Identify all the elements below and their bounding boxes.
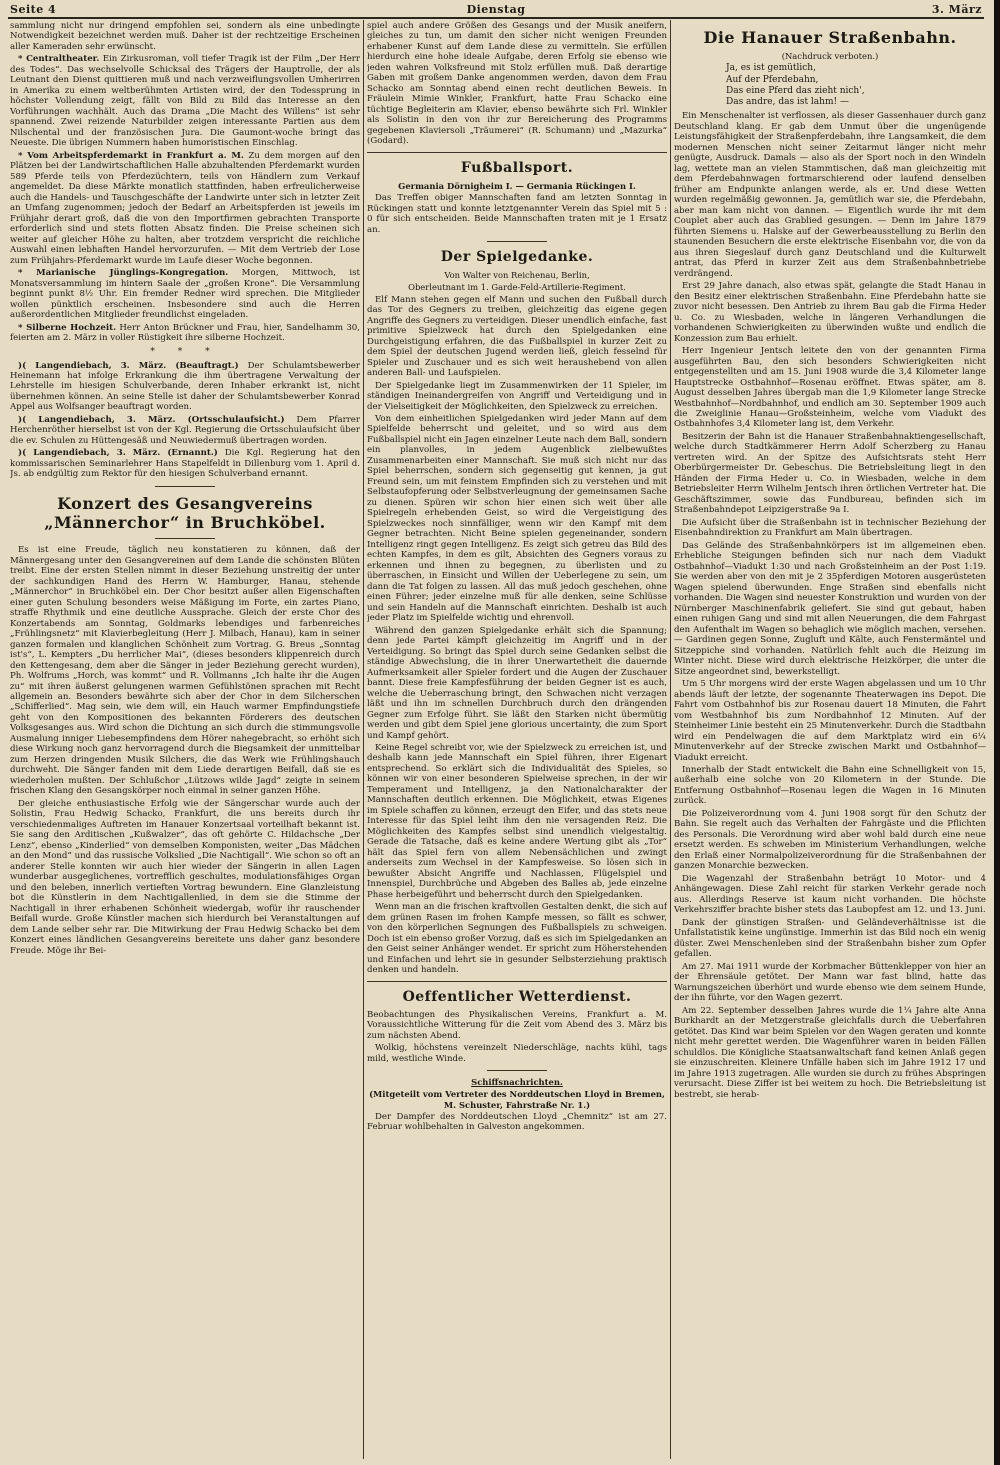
paragraph: Ein Menschenalter ist verflossen, als dieser Gassenhauer durch ganz Deutschland klang. Er gab dem Unmut über die ungenügende Leistungsfähigkeit der Straßenpferdebahn, ihre Langsamkeit, die dem modernen Menschen nicht seiner Zeitarmut länger nicht mehr genügte, Ausdruck. Damals — also als der Sport noch in den Windeln lag, wettete man an vielen Stammtischen, daß man gleichzeitig mit dem Pferdebahnwagen fortmarschierend oder laufend denselben früher am Endpunkte anlangen werde, als er. Und diese Wetten wurden regelmäßig gewonnen. Ja, gemütlich war sie, die Pferdebahn, aber man kam nicht von dannen. — Eigentlich wurde ihr mit dem Couplet aber auch das Grablied gesungen. — Denn im Jahre 1879 führten Siemens u. Halske auf der Gewerbeausstellung zu Berlin den staunenden Besuchern die erste elektrische Eisenbahn vor, die von da aus ihren Siegeslauf durch ganz Deutschland und die Kulturwelt antrat, das Pferd in kurzer Zeit aus dem Straßenbahnbetriebe verdrängend. [674,111,986,279]
section-headline-fussball: Fußballsport. [460,159,574,176]
divider [367,981,667,982]
paragraph: Um 5 Uhr morgens wird der erste Wagen abgelassen und um 10 Uhr abends läuft der letzte, der sogenannte Theaterwagen ins Depot. Die Fahrt vom Ostbahnhof bis zur Rosenau dauert 18 Minuten, die Fahrt vom Westbahnhof bis zum Nordbahnhof 12 Minuten. Auf der Steinheimer Linie besteht ein 25 Minutenverkehr. Durch die Stadtbahn wird ein Pendelwagen die auf dem Marktplatz wird ein 6¼ Minutenverkehr auf der Strecke zwischen Markt und Ostbahnhof—Viadukt erreicht. [674,679,986,763]
item-text: Ein Zirkusroman, voll tiefer Tragik ist der Film „Der Herr des Todes“. Das wechselvolle Schicksal des Trägers der Hauptrolle, der als Leutnant den Dienst quittieren muß und nach verzweiflungsvollen Umherirren in Amerika zu einem weltberühmten Artisten wird, der den Todessprung in höchster Vollendung zeigt, fällt von Bild zu Bild das Interesse an den Vorführungen wachhält. Auch das Drama „Die Macht des Willens“ ist sehr spannend. Zwei reizende Naturbilder zeigen interessante Partien aus dem Nilschental und der französischen Jura. Die Gaumont-woche bringt das Neueste. Die übrigen Nummern haben humoristischen Einschlag. [10,54,360,149]
scan-edge [994,0,1000,1465]
paragraph: Innerhalb der Stadt entwickelt die Bahn eine Schnelligkeit von 15, außerhalb eine solche von 20 Kilometern in der Stunde. Die Entfernung Ostbahnhof—Rosenau legen die Wagen in 16 Minuten zurück. [674,764,986,807]
column-divider [363,20,364,1459]
item-lead: )( Langendiebach, 3. März. (Ernannt.) [18,448,218,459]
page-number: Seite 4 [10,3,57,16]
news-item-pferdemarkt [10,151,360,266]
paragraph: Beobachtungen des Physikalischen Vereins, Frankfurt a. M. Voraussichtliche Witterung für die Zeit vom Abend des 3. März bis zum nächsten Abend. [367,1009,667,1041]
paragraph: Die Aufsicht über die Straßenbahn ist in technischer Beziehung der Eisenbahndirektion zu Frankfurt am Main übertragen. [674,517,986,539]
divider [155,538,215,539]
running-head [10,3,982,17]
paragraph: Am 27. Mai 1911 wurde der Korbmacher Büttenklepper von hier an der Ehrensäule getötet. Der Mann war fast blind, hatte das Warnungszeichen überhört und wurde ebenso wie dem seinem Hunde, der ihn führte, vor den Wagen gezerrt. [674,961,986,1004]
byline: Von Walter von Reichenau, Berlin, [444,270,590,281]
news-item-silberhochzeit [10,323,360,344]
paragraph: Besitzerin der Bahn ist die Hanauer Straßenbahnaktiengesellschaft, welche durch Stadtkämmerer Herrn Adolf Scherzberg zu Hanau vertreten wird. An der Spitze des Aufsichtsrats steht Herr Oberbürgermeister Dr. Gebeschus. Die Betriebsleitung liegt in den Händen der Firma Heder u. Co. in Wiesbaden, welche in dem Betriebsleiter Herrn Wilhelm Jentsch ihren örtlichen Vertreter hat. Die Geschäftszimmer, sowie das Fundbureau, befinden sich im Straßenbahndepot Leipzigerstraße 9a I. [674,431,986,516]
item-text: Die Kgl. Regierung hat den kommissarischen Seminarlehrer Hans Stapelfeldt in Dillenburg vom 1. April d. Js. ab endgültig zum Rektor für den hiesigen Schulverband ernannt. [10,448,360,480]
paragraph: Erst 29 Jahre danach, also etwas spät, gelangte die Stadt Hanau in den Besitz einer elektrischen Straßenbahn. Eine Pferdebahn hatte sie zuvor nicht besessen. Den Antrieb zu ihrem Bau gab die Firma Heder u. Co. zu Wiesbaden, welche in längeren Verhandlungen die vorhandenen Schwierigkeiten zu überwinden wußte und endlich die Konzession zum Bau erhielt. [674,281,986,344]
column-middle [367,21,667,1461]
paragraph: Elf Mann stehen gegen elf Mann und suchen den Fußball durch das Tor des Gegners zu treiben, gleichzeitig das eigene gegen Angriffe des Gegners zu verteidigen. Dieser unendlich einfache, fast primitive Spielzweck hat durch den Spielgedanken eine Durchgeistigung erfahren, die das Fußballspiel in kurzer Zeit zu dem Spiel der deutschen Jugend werden ließ, gleich fesselnd für Spieler und Zuschauer und es sich weit heraushebend von allen anderen Ball- und Laufspielen. [367,294,667,379]
article-headline-strassenbahn: Die Hanauer Straßenbahn. [703,28,957,47]
paragraph: Am 22. September desselben Jahres wurde die 1¼ Jahre alte Anna Burkhardt an der Metzgerstraße gleichfalls durch die Ueberfahren getötet. Das Kind war beim Spielen vor den Wagen geraten und konnte nicht mehr gerettet werden. Die Wagenführer waren in beiden Fällen schuldlos. Die Königliche Staatsanwaltschaft fand keinen Anlaß gegen sie einzuschreiten. Kleinere Unfälle haben sich im Jahre 1912 17 und im Jahre 1913 zugetragen. Alle wurden sie durch zu frühes Abspringen verursacht. Diese Ziffer ist bei weitem zu hoch. Die Betriebsleitung ist bestrebt, sie herab- [674,1005,986,1100]
column-right [674,21,986,1461]
verse-line: Das eine Pferd das zieht nich', [726,85,865,96]
item-text: Zu dem morgen auf den Plätzen bei der Landwirtschaftlichen Halle abzuhaltenden Pferdemarkt wurden 589 Pferde teils von Pferdezüchtern, teils von Händlern zum Verkauf angemeldet. Da diese Märkte monatlich stattfinden, haben erfreulicherweise auch die Handels- und Tauschgeschäfte der Landwirte unter sich in letzter Zeit an Umfang zugenommen; jedoch der Bedarf an Arbeitspferden ist jeweils im Frühjahr derart groß, daß die von den Importfirmen gebrachten Transporte erforderlich sind und stets flotten Absatz finden. Die Preise scheinen sich weiter auf gleicher Höhe zu halten, aber trotzdem verspricht die reichliche Auswahl einen lebhaften Handel hervorzurufen. — Mit dem Vertrieb der Lose zum Frühjahrs-Pferdemarkt wurde im Laufe dieser Woche begonnen. [10,150,360,266]
verse-line: Das andre, das ist lahm! — [726,97,849,108]
paragraph: Von dem einheitlichen Spielgedanken wird jeder Mann auf dem Spielfelde beherrscht und geleitet, und so wird aus dem Fußballspiel nicht ein Jagen einzelner Leute nach dem Ball, sondern ein planvolles, in jedem Augenblick zielbewußtes Zusammenarbeiten einer Mannschaft. Sie muß sich nicht nur das Spiel beherrschen, sondern sich gegenseitig gut kennen, ja gut Freund sein, um mit feinstem Empfinden sich zu verstehen und mit Selbstaufopferung oder Selbstverleugnung der gemeinsamen Sache zu dienen. Spüren wir schon hier einen sich weit über alle Spielregeln erhebenden Geist, so wird die Vergeistigung des Spielzweckes noch sinnfälliger, wenn wir den Kampf mit dem Gegner betrachten. Nicht Beine spielen gegeneinander, sondern Intelligenz ringt gegen Intelligenz. Es zeigt sich getreu das Bild des echten Kampfes, in dem es gilt, Absichten des Gegners voraus zu erkennen und ihnen zu begegnen, zu überlisten und zu überraschen, in Einsicht und Willen der Ueberlegene zu sein, um dann die Tat folgen zu lassen. All das muß jedoch geschehen, ohne einen Führer; jeder einzelne muß für alle denken, seine Schlüsse und sein Handeln auf die Mannschaft einrichten. Deshalb ist auch jeder Platz im Spielfelde wichtig und ehrenvoll. [367,413,667,624]
paragraph: Der Spielgedanke liegt im Zusammenwirken der 11 Spieler, im ständigen Ineinandergreifen von Angriff und Verteidigung und in der Vielseitigkeit der Möglichkeiten, den Spielzweck zu erreichen. [367,380,667,412]
item-lead: )( Langendiebach, 3. März. (Ortsschulaufsicht.) [18,414,285,425]
item-lead: * Silberne Hochzeit. [18,322,117,333]
paragraph: Die Wagenzahl der Straßenbahn beträgt 10 Motor- und 4 Anhängewagen. Diese Zahl reicht für starken Verkehr gerade noch aus. Allerdings Reserve ist kaum nicht vorhanden. Die höchste Verkehrsziffer brachte bisher stets das Laubopfest am 12. und 13. Juni. [674,873,986,916]
paragraph: Wolkig, höchstens vereinzelt Niederschläge, nachts kühl, tags mild, westliche Winde. [367,1043,667,1064]
paragraph: Die Polizeiverordnung vom 4. Juni 1908 sorgt für den Schutz der Bahn. Sie regelt auch das Verhalten der Fahrgäste und die Pflichten des Personals. Die Verordnung wird aber wohl bald durch eine neue ersetzt werden. Es schweben im Ministerium Verhandlungen, welche den Erlaß einer Normalpolizeiverordnung für die Straßenbahnen der ganzen Monarchie bezwecken. [674,808,986,872]
item-lead: * Vom Arbeitspferdemarkt in Frankfurt a. M. [18,150,244,161]
divider [367,152,667,153]
news-item-langendiebach-3 [10,448,360,479]
byline-rank: Oberleutnant im 1. Garde-Feld-Artillerie-Regiment. [408,282,626,293]
paragraph: Keine Regel schreibt vor, wie der Spielzweck zu erreichen ist, und deshalb kann jede Mannschaft ein Spiel führen, ihrer Eigenart entsprechend. So erklärt sich die Individualität des Spieles, so können wir von einer besonderen Spielweise sprechen, in der wir Temperament und Intelligenz, ja den Nationalcharakter der Mannschaften deutlich erkennen. Die Möglichkeit, etwas Eigenes im Spiele schaffen zu können, erzeugt den Eifer, und das stets neue Interesse für das Spiel leiht ihm den nie versagenden Reiz. Die Möglichkeiten des Kampfes selbst sind unendlich vielgestaltig. Gerade die Tatsache, daß es keine andere Wertung gibt als „Tor“ hält das Spiel fern von allem Nebensächlichen und zwingt anderseits zum Wechsel in der Kampfesweise. So lösen sich in bewußter Absicht Angriffe und Nachlassen, Flügelspiel und Innenspiel, Durchbrüche und Abgeben des Balles ab, jede einzelne Phase herbeigeführt und beherrscht durch den Spielgedanken. [367,743,667,900]
weekday-label: Dienstag [466,3,526,16]
article-headline-spielgedanke: Der Spielgedanke. [440,249,594,266]
item-text: Herr Anton Brückner und Frau, hier, Sandelhamm 30, feierten am 2. März in voller Rüstigkeit ihre silberne Hochzeit. [10,322,360,344]
paragraph: Herr Ingenieur Jentsch leitete den von der genannten Firma ausgeführten Bau, den sich besonders Schwierigkeiten nicht entgegenstellten und am 15. Juni 1908 wurde die 3,4 Kilometer lange Hauptstrecke Ostbahnhof—Rosenau eröffnet. Etwas später, am 8. August desselben Jahres übergab man die 1,9 Kilometer lange Strecke Westbahnhof—Nordbahnhof, und endlich am 30. September 1909 auch die Zweiglinie Hanau—Großsteinheim, welche vom Viadukt des Ostbahnhofes 3,4 Kilometer lang ist, dem Verkehr. [674,346,986,430]
match-line: Germania Dörnigheim I. — Germania Rückingen I. [398,180,636,191]
item-text: Dem Pfarrer Herchenröther hierselbst ist von der Kgl. Regierung die Ortsschulaufsicht über die ev. Schulen zu Hüttengesäß und Neuwiedermuß übertragen worden. [10,414,360,446]
section-headline-wetter: Oeffentlicher Wetterdienst. [402,988,632,1005]
news-item-kongregation [10,268,360,320]
paragraph: Es ist eine Freude, täglich neu konstatieren zu können, daß der Männergesang unter den Gesangvereinen auf dem Lande die schönsten Blüten treibt. Eine der ersten Stellen nimmt in dieser Beziehung unstreitig der unter der sachkundigen Hand des Herrn W. Hamburger, Hanau, stehende „Männerchor“ in Bruchköbel ein. Der Chor besitzt außer allen Eigenschaften einer guten Schulung besonders weise Mäßigung im Forte, ein zartes Piano, straffe Rhythmik und eine deutliche Aussprache. Gleich der erste Chor des Konzertabends am Sonntag, Goldmarks lebendiges und farbenreiches „Frühlingsnetz“ mit Klavierbegleitung (Herr J. Milbach, Hanau), kam in seiner ganzen formalen und klanglichen Schönheit zum Vortrag. G. Breus „Sonntag ist's“, L. Kempters „Du herrlicher Mai“, (dieses besonders klippenreich durch den Kettengesang, dem aber die Sänger in jeder Beziehung gerecht wurden), Ph. Wolfrums „Horch, was kommt“ und R. Vollmanns „Ich halte ihr die Augen zu“ mit ihren äußerst gelungenen warmen Gefühlstönen sprachen mit Recht allgemein an. Besonders bewährte sich aber der Chor in dem Silcherschen „Schifferlied“. Mag sein, wie dem will, ein Hauch warmer Empfindungstiefe geht von den Kompositionen des bekannten Förderers des deutschen Volksgesanges aus. Wird schon die Dichtung an sich durch die stimmungsvolle Ausmalung inniger Liebesempfindens dem Hörer nahegebracht, so erhöht sich diese Wirkung noch ganz hervorragend durch die Biegsamkeit der unmittelbar zum Herzen dringenden Musik Silchers, die das Werk wie Frühlingshauch durchweht. Die Sänger fanden mit dem Liede derartigen Beifall, daß sie es wiederholen mußten. Der Schlußchor „Lützows wilde Jagd“ zeigte in seinem frischen Klang den Gesangskörper noch einmal in seiner ganzen Höhe. [10,545,360,797]
item-text: Der Schulamtsbewerber Heinemann hat infolge Erkrankung die ihm übertragene Verwaltung der Lehrstelle im hiesigen Schulverbande, deren Inhaber erkrankt ist, nicht übernehmen können. An seine Stelle ist daher der Schulamtsbewerber Konrad Appel aus Wolfsanger beauftragt worden. [10,360,360,413]
news-item-langendiebach-2 [10,415,360,446]
paragraph: Das Treffen obiger Mannschaften fand am letzten Sonntag in Rückingen statt und konnte letztgenannter Verein das Spiel mit 5 : 0 für sich entscheiden. Beide Mannschaften traten mit je 1 Ersatz an. [367,193,667,235]
paragraph: Der gleiche enthusiastische Erfolg wie der Sängerschar wurde auch der Solistin, Frau Hedwig Schacko, Frankfurt, die uns bereits durch ihr verschiedenmaliges Auftreten im Hanauer Konzertsaal vorteilhaft bekannt ist. Sie sang den Arditischen „Kußwalzer“, das oft gehörte C. Hildachsche „Der Lenz“, ebenso „Kinderlied“ von demselben Komponisten, weiter „Das Mädchen an den Mond“ und das russische Volkslied „Die Nachtigall“. Wie schon so oft an anderer Stelle konnten wir auch hier wieder der Sängerin in allen Lagen wunderbar ausgeglichenes, vortrefflich geschultes, modulationsfähiges Organ und den beleben, innerlich vertieften Vortrag bewundern. Eine Glanzleistung bot die Künstlerin in dem Nachtigallenlied, in dem sie die Stimme der Nachtigall in ihrer erhabenen Schönheit wiedergab, wofür ihr rauschender Beifall wurde. Große Künstler machen sich hierdurch bei Veranstaltungen auf dem Lande selber sehr rar. Die Mitwirkung der Frau Hedwig Schacko bei dem Konzert eines ländlichen Gesangvereins bereitete uns daher ganz besondere Freude. Möge ihr Bei- [10,798,360,956]
verse-block [726,63,986,108]
paragraph: spiel auch andere Größen des Gesangs und der Musik aneifern, gleiches zu tun, um damit den sicher nicht wenigen Freunden erhabener Kunst auf dem Lande diese zu vermitteln. Sie erfüllen hierdurch eine hohe ideale Aufgabe, deren Erfolg sie ebenso wie jeden wahren Volksfreund mit Stolz erfüllen muß. Daß derartige Gaben mit großem Danke angenommen werden, davon dem Frau Schacko am Sonntag abend einen recht deutlichen Beweis. In Fräulein Mimie Winkler, Frankfurt, hatte Frau Schacko eine tüchtige Begleiterin am Klavier, ebenso bewährte sich Frl. Winkler als Solistin in den von ihr zur Bereicherung des Programms gegebenen Klaviersoli „Träumerei“ (R. Schumann) und „Mazurka“ (Godard). [367,21,667,147]
paragraph: Dank der günstigen Straßen- und Geländeverhältnisse ist die Unfallstatistik keine ungünstige. Immerhin ist das Bild noch ein wenig düster. Zwei Menschenleben sind der Straßenbahn bisher zum Opfer gefallen. [674,917,986,960]
item-lead: * Marianische Jünglings-Kongregation. [18,268,229,279]
column-divider [670,20,671,1459]
verse-line: Auf der Pferdebahn, [726,74,819,85]
paragraph: Das Gelände des Straßenbahnkörpers ist im allgemeinen eben. Erhebliche Steigungen befinden sich nur nach dem Viadukt Ostbahnhof—Viadukt 1:30 und nach Großsteinheim an der Post 1:19. Sie werden aber von den mit je 2 35pferdigen Motoren ausgerüsteten Wagen spielend überwunden. Enge Straßen sind ebenfalls nicht vorhanden. Die Wagen sind neuester Konstruktion und wurden von der Nürnberger Maschinenfabrik geliefert. Sie sind gut gebaut, haben einen ruhigen Gang und sind mit allen Neuerungen, die dem Fahrgast den Aufenthalt im Wagen so behaglich wie möglich machen, versehen. — Gardinen gegen Sonne, Zugluft und Kälte, auch Fenstermäntel und Sitzeppiche sind vorhanden. Natürlich fehlt auch die Heizung im Winter nicht. Diese wird durch elektrische Heizkörper, die unter die Sitze angeordnet sind, bewerkstelligt. [674,540,986,677]
item-text: Morgen, Mittwoch, ist Monatsversammlung im hintern Saale der „großen Krone“. Die Versammlung beginnt punkt 8½ Uhr. Ein fremder Redner wird sprechen. Die Mitglieder wollen pünktlich erscheinen. Insbesondere sind auch die Herren außerordentlichen Mitglieder freundlichst eingeladen. [10,268,360,321]
paragraph: sammlung nicht nur dringend empfohlen sei, sondern als eine unbedingte Notwendigkeit bezeichnet werden muß. Daher ist der rechtzeitige Erscheinen aller Kameraden sehr erwünscht. [10,21,360,52]
news-item-centraltheater [10,54,360,148]
paragraph: Während den ganzen Spielgedanke erhält sich die Spannung; denn jede Partei kämpft gleichzeitig im Angriff und in der Verteidigung. So bringt das Spiel durch seine Gedanken selbst die ständige Abwechslung, die in ihrer Unerwartetheit die dauernde Aufmerksamkeit aller Spieler fordert und die Augen der Zuschauer bannt. Diese freie Kampfesführung der beiden Gegner ist es auch, welche die Ueberraschung bringt, den Schwachen nicht verzagen läßt und ihn im schnellen Durchbruch durch den drängenden Gegner zum Erfolge führt. Sie läßt den Starken nicht übermütig werden und gibt dem Spiel jene glorious uncertainty, die zum Sport und Kampf gehört. [367,625,667,741]
verse-line: Ja, es ist gemütlich, [726,63,816,74]
issue-date: 3. März [931,3,982,16]
reprint-notice: (Nachdruck verboten.) [781,51,879,62]
item-lead: )( Langendiebach, 3. März. (Beauftragt.) [18,360,239,371]
divider [487,1070,547,1071]
ornament-divider: * * * [150,346,220,357]
section-headline-schiff: Schiffsnachrichten. [471,1077,563,1088]
column-left [10,21,360,1461]
schiff-source: (Mitgeteilt vom Vertreter des Norddeutschen Lloyd in Bremen, M. Schuster, Fahrstraße Nr. 1.) [369,1089,665,1110]
news-item-langendiebach-1 [10,361,360,413]
header-rule [8,17,984,19]
divider [487,241,547,242]
article-headline-konzert: Konzert des Gesangvereins „Männerchor“ in Bruchköbel. [44,493,326,533]
item-lead: * Centraltheater. [18,54,100,65]
divider [155,486,215,487]
paragraph: Der Dampfer des Norddeutschen Lloyd „Chemnitz“ ist am 27. Februar wohlbehalten in Galveston angekommen. [367,1111,667,1133]
paragraph: Wenn man an die frischen kraftvollen Gestalten denkt, die sich auf dem grünen Rasen im frohen Kampfe messen, so fällt es schwer, von den körperlichen Segnungen des Fußballspiels zu schweigen. Doch ist ein ebenso großer Vorzug, daß es sich im Spielgedanken an den Geist seiner Anhänger wendet. Er spricht zum Höherstehenden und Einfachen und lehrt sie in gesunder Selbsterziehung praktisch denken und handeln. [367,902,667,976]
